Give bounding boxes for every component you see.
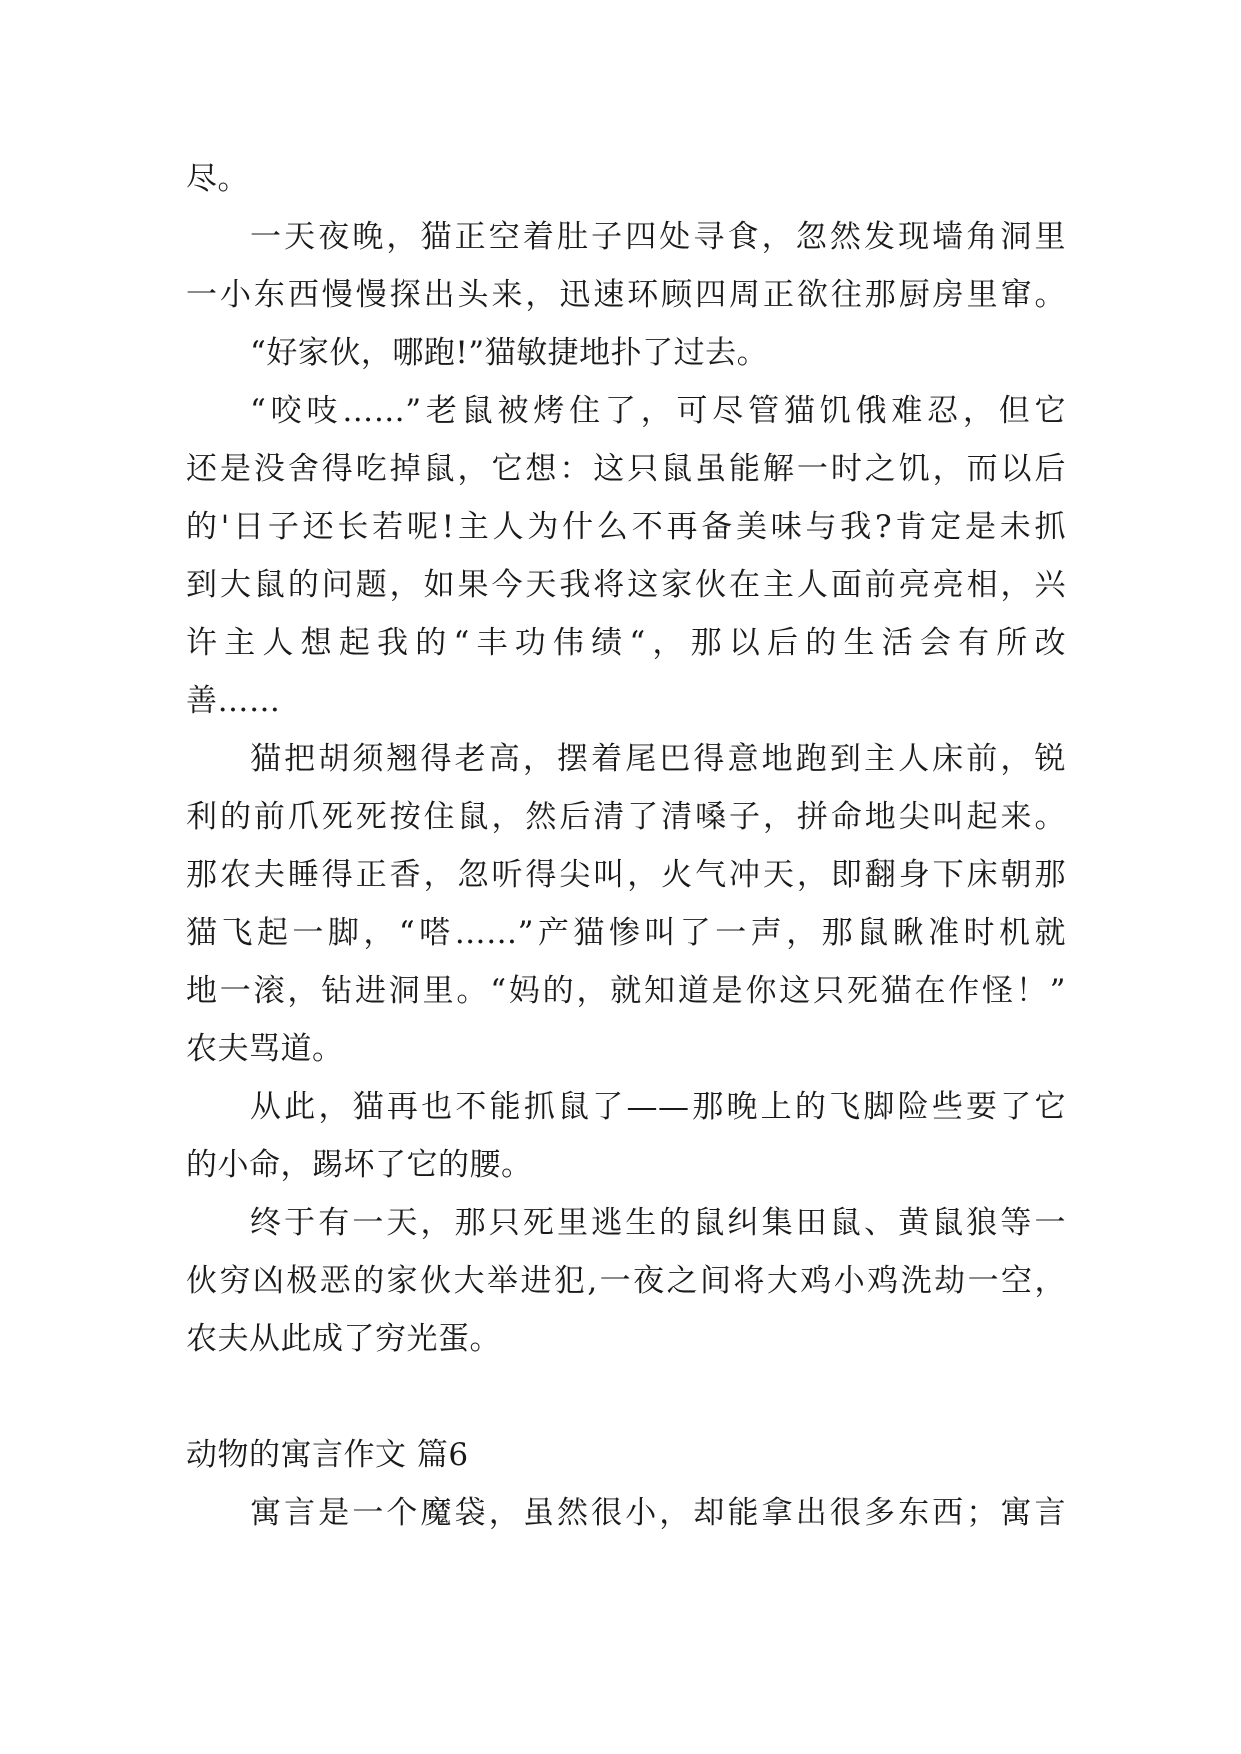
text-line: 寓言是一个魔袋，虽然很小，却能拿出很多东西；寓言 [250, 1495, 1066, 1531]
text-line: 终于有一天，那只死里逃生的鼠纠集田鼠、黄鼠狼等一 [250, 1205, 1066, 1241]
text-line: 到大鼠的问题，如果今天我将这家伙在主人面前亮亮相，兴 [186, 567, 1066, 603]
text-line: 农夫从此成了穷光蛋。 [186, 1321, 501, 1357]
text-line: 农夫骂道。 [186, 1031, 344, 1067]
text-line: 善…… [186, 683, 281, 719]
text-line: 还是没舍得吃掉鼠，它想：这只鼠虽能解一时之饥，而以后 [186, 451, 1066, 487]
text-line: 地一滚，钻进洞里。“妈的，就知道是你这只死猫在作怪！” [186, 973, 1066, 1009]
text-line: 从此，猫再也不能抓鼠了——那晚上的飞脚险些要了它 [250, 1089, 1066, 1125]
text-line: 一小东西慢慢探出头来，迅速环顾四周正欲往那厨房里窜。 [186, 277, 1066, 313]
text-line: 的'日子还长若呢!主人为什么不再备美味与我?肯定是未抓 [186, 509, 1066, 545]
section-heading: 动物的寓言作文 篇6 [186, 1437, 469, 1473]
text-line: 猫飞起一脚，“嗒……”产猫惨叫了一声，那鼠瞅准时机就 [186, 915, 1066, 951]
text-line: 的小命，踢坏了它的腰。 [186, 1147, 533, 1183]
text-line: “好家伙，哪跑!”猫敏捷地扑了过去。 [250, 335, 769, 371]
text-line: 一天夜晚，猫正空着肚子四处寻食，忽然发现墙角洞里 [250, 219, 1066, 255]
text-line: 猫把胡须翘得老高，摆着尾巴得意地跑到主人床前，锐 [250, 741, 1066, 777]
text-line: 那农夫睡得正香，忽听得尖叫，火气冲天，即翻身下床朝那 [186, 857, 1066, 893]
text-line: 伙穷凶极恶的家伙大举进犯,一夜之间将大鸡小鸡洗劫一空， [186, 1263, 1066, 1299]
document-body [186, 150, 1066, 1542]
text-line: 许主人想起我的“丰功伟绩“，那以后的生活会有所改 [186, 625, 1066, 661]
text-line: “咬吱……”老鼠被烤住了，可尽管猫饥俄难忍，但它 [250, 393, 1066, 429]
text-line: 尽。 [186, 161, 249, 197]
text-line: 利的前爪死死按住鼠，然后清了清嗓子，拼命地尖叫起来。 [186, 799, 1066, 835]
